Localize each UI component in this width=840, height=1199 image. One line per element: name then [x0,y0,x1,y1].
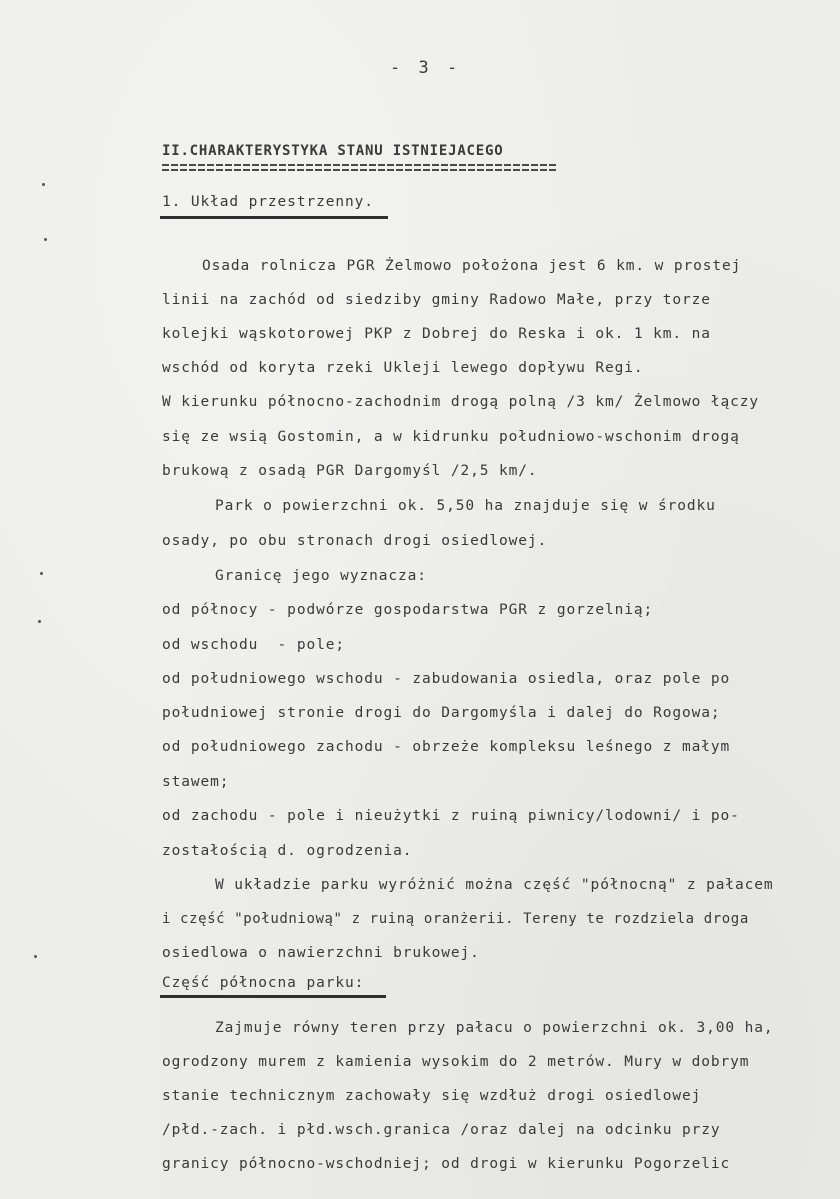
subheading-underline [160,216,388,219]
margin-speck [42,183,45,186]
body-line: W kierunku północno-zachodnim drogą polną /3 km/ Żelmowo łączy [162,394,760,410]
body-line: stanie technicznym zachowały się wzdłuż drogi osiedlowej [162,1088,702,1104]
body-line: osiedlowa o nawierzchni brukowej. [162,945,480,961]
body-line: się ze wsią Gostomin, a w kidrunku południowo-wschonim drogą [162,429,740,445]
body-line: wschód od koryta rzeki Ukleji lewego dopływu Regi. [162,360,644,376]
heading-double-underline [162,164,556,174]
body-line: ogrodzony murem z kamienia wysokim do 2 metrów. Mury w dobrym [162,1054,750,1070]
body-line: kolejki wąskotorowej PKP z Dobrej do Reska i ok. 1 km. na [162,326,711,342]
subsection-underline [160,995,386,998]
body-line: od południowego zachodu - obrzeże kompleksu leśnego z małym [162,739,731,755]
body-line: linii na zachód od siedziby gminy Radowo Małe, przy torze [162,292,711,308]
body-line: zostałością d. ogrodzenia. [162,843,413,859]
body-line: granicy północno-wschodniej; od drogi w kierunku Pogorzelic [162,1156,731,1172]
body-line: stawem; [162,774,230,790]
body-line: od wschodu - pole; [162,637,345,653]
body-line: Granicę jego wyznacza: [215,568,427,584]
body-line: od zachodu - pole i nieużytki z ruiną piwnicy/lodowni/ i po- [162,808,740,824]
page-number: - 3 - [390,58,462,78]
body-line: brukową z osadą PGR Dargomyśl /2,5 km/. [162,463,538,479]
body-line: od południowego wschodu - zabudowania osiedla, oraz pole po [162,671,731,687]
subheading: 1. Układ przestrzenny. [162,194,374,210]
body-line: Osada rolnicza PGR Żelmowo położona jest 6 km. w prostej [202,258,742,274]
section-heading-main: II.CHARAKTERYSTYKA STANU ISTNIEJACEGO [162,143,504,159]
body-line: osady, po obu stronach drogi osiedlowej. [162,533,548,549]
margin-speck [40,572,43,575]
body-line: W układzie parku wyróżnić można część "północną" z pałacem [215,877,774,893]
body-line: Zajmuje równy teren przy pałacu o powierzchni ok. 3,00 ha, [215,1020,774,1036]
body-line: Park o powierzchni ok. 5,50 ha znajduje się w środku [215,498,716,514]
body-line: od północy - podwórze gospodarstwa PGR z gorzelnią; [162,602,654,618]
body-line: południowej stronie drogi do Dargomyśla i dalej do Rogowa; [162,705,721,721]
body-line: i część "południową" z ruiną oranżerii. Tereny te rozdziela droga [162,911,749,927]
body-line: /płd.-zach. i płd.wsch.granica /oraz dalej na odcinku przy [162,1122,721,1138]
margin-speck [44,238,47,241]
margin-speck [34,955,37,958]
margin-speck [38,620,41,623]
subsection-heading: Część północna parku: [162,975,365,991]
